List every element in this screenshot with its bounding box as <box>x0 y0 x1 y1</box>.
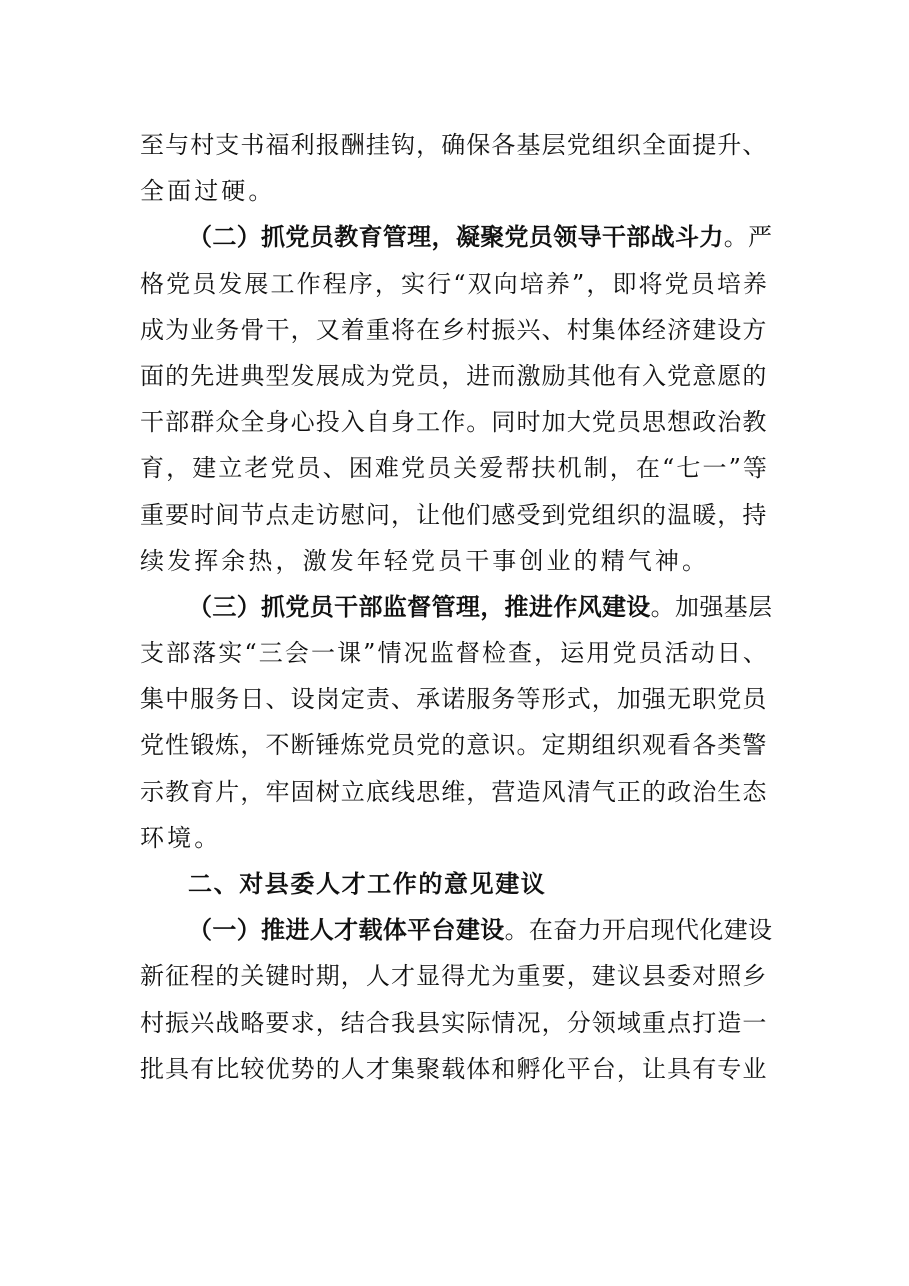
section-heading-line <box>140 861 764 907</box>
paragraph-line: 重要时间节点走访慰问，让他们感受到党组织的温暖，持 <box>140 500 768 529</box>
paragraph-line: 支部落实“三会一课”情况监督检查，运用党员活动日、 <box>140 639 770 668</box>
paragraph-line: 干部群众全身心投入自身工作。同时加大党员思想政治教 <box>140 408 768 437</box>
section-subheading: （三）抓党员干部监督管理，推进作风建设 <box>188 592 651 621</box>
paragraph-line: 育，建立老党员、困难党员关爱帮扶机制，在“七一”等 <box>140 454 770 483</box>
paragraph-line: 环境。 <box>140 823 222 852</box>
section-lead-line <box>140 907 773 953</box>
paragraph-line: 示教育片，牢固树立底线思维，营造风清气正的政治生态 <box>140 777 768 806</box>
paragraph-line: 村振兴战略要求，结合我县实际情况，分领域重点打造一 <box>140 1008 768 1037</box>
paragraph-line: 格党员发展工作程序，实行“双向培养”，即将党员培养 <box>140 269 770 298</box>
paragraph-line: 新征程的关键时期，人才显得尤为重要，建议县委对照乡 <box>140 962 768 991</box>
section-heading: 二、对县委人才工作的意见建议 <box>188 870 547 898</box>
paragraph-text: 。严 <box>723 223 773 252</box>
paragraph-line: 面的先进典型发展成为党员，进而激励其他有入党意愿的 <box>140 361 768 390</box>
paragraph-text: 。在奋力开启现代化建设 <box>504 916 773 945</box>
paragraph-line: 续发挥余热，激发年轻党员干事创业的精气神。 <box>140 546 710 575</box>
paragraph-text: 。加强基层 <box>650 592 773 621</box>
paragraph-line: 批具有比较优势的人才集聚载体和孵化平台，让具有专业 <box>140 1054 768 1083</box>
section-subheading: （二）抓党员教育管理，凝聚党员领导干部战斗力 <box>188 223 724 252</box>
paragraph-line: 集中服务日、设岗定责、承诺服务等形式，加强无职党员 <box>140 685 768 714</box>
section-lead-line <box>140 584 773 630</box>
section-subheading: （一）推进人才载体平台建设 <box>188 916 505 945</box>
paragraph-line: 成为业务骨干，又着重将在乡村振兴、村集体经济建设方 <box>140 315 768 344</box>
section-lead-line <box>140 214 773 260</box>
document-body <box>140 122 773 1092</box>
paragraph-line: 党性锻炼，不断锤炼党员党的意识。定期组织观看各类警 <box>140 731 768 760</box>
paragraph-line: 全面过硬。 <box>140 177 276 206</box>
paragraph-line: 至与村支书福利报酬挂钩，确保各基层党组织全面提升、 <box>140 131 768 159</box>
